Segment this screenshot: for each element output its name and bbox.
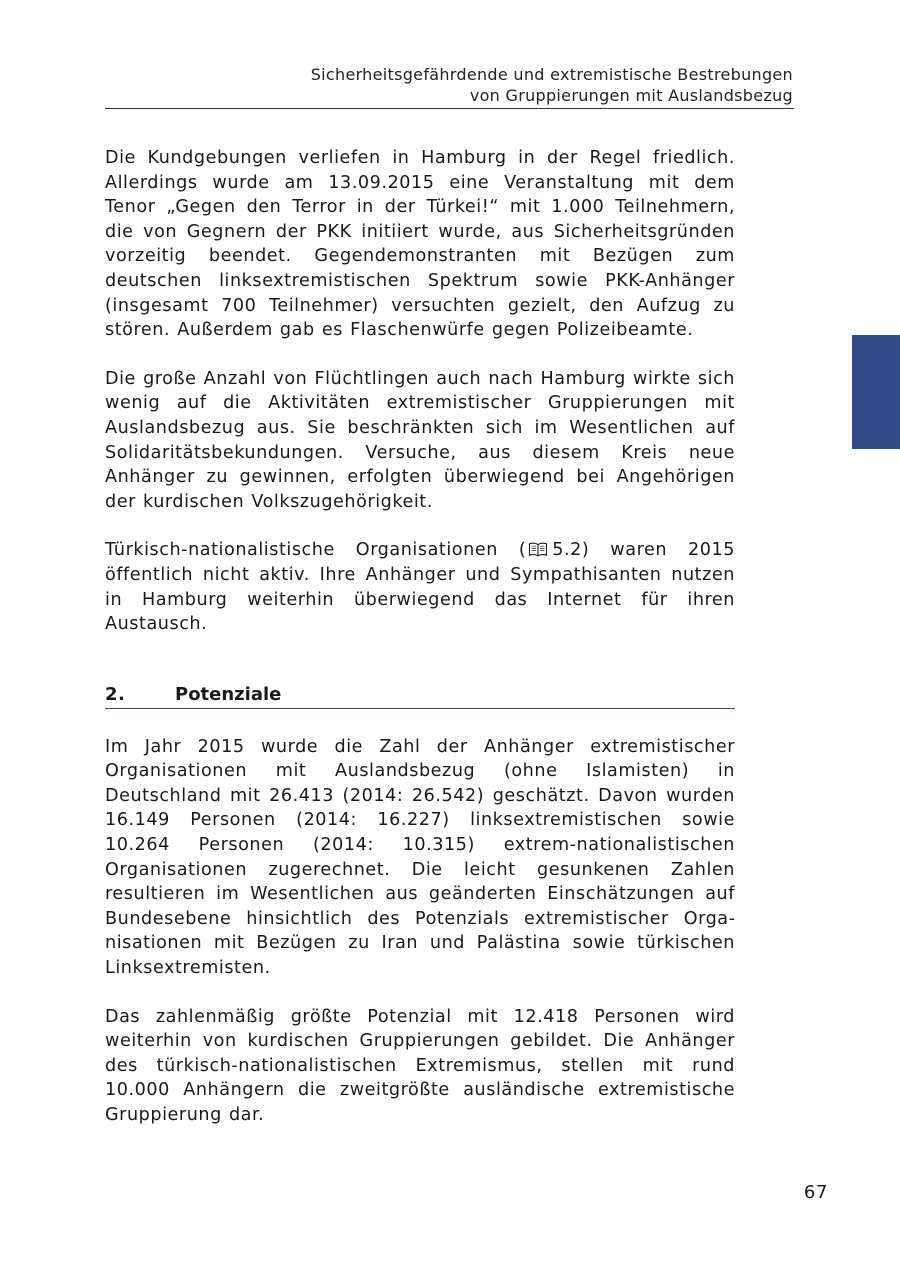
chapter-thumb-tab [852, 335, 900, 449]
running-header [105, 64, 793, 106]
paragraph-kundgebungen: Die Kundgebungen verliefen in Hamburg in der Regel friedlich. Allerdings wurde am 13.09.2015 eine Veranstaltung mit dem Tenor „Gegen den Terror in der Türkei!“ mit 1.000 Teilnehmern, die von Gegnern der PKK initiiert wurde, aus Sicherheitsgründen vorzeitig beendet. Gegendemonstranten mit Bezügen zum deutschen linksextremistischen Spektrum sowie PKK-Anhänger (insgesamt 700 Teilnehmer) versuchten gezielt, den Aufzug zu stören. Außerdem gab es Flaschenwürfe gegen Polizeibeamte. [105, 148, 735, 341]
section-heading [105, 683, 735, 709]
running-header-line-1: Sicherheitsgefährdende und extremistische Bestrebungen [310, 65, 793, 84]
section-number: 2. [105, 683, 126, 705]
page-number: 67 [803, 1182, 828, 1203]
paragraph-groesstes-potenzial: Das zahlenmäßig größte Potenzial mit 12.418 Personen wird weiterhin von kurdischen Gruppierungen gebildet. Die Anhänger des türkisch-nationalistischen Extremismus, stellen mit rund 10.000 Anhängern die zweitgrößte ausländische extremistische Gruppierung dar. [105, 1006, 735, 1125]
paragraph-fluechtlinge: Die große Anzahl von Flüchtlingen auch nach Hamburg wirkte sich wenig auf die Aktivitäten extremistischer Gruppierungen mit Auslandsbezug aus. Sie beschränkten sich im Wesentlichen auf Solidaritätsbekundungen. Versuche, aus diesem Kreis neue Anhänger zu gewinnen, erfolgten überwiegend bei Angehörigen der kurdischen Volkszugehörigkeit. [105, 368, 735, 512]
cross-reference-link[interactable]: 5.2 [552, 540, 582, 561]
paragraph-tuerkisch-nationalistisch [105, 538, 735, 636]
main-content [105, 146, 735, 1152]
book-reference-icon [528, 542, 548, 557]
running-header-line-2: von Gruppierungen mit Auslandsbezug [469, 86, 793, 105]
section-title: Potenziale [175, 683, 282, 705]
paragraph-text-after-ref: ) waren 2015 öffentlich nicht aktiv. Ihre Anhänger und Sympathisanten nutzen in Hamburg weiterhin überwiegend das Internet für ihren Austausch. [105, 540, 735, 635]
header-rule [105, 108, 794, 109]
paragraph-text-before-ref: Türkisch-nationalistische Organisationen ( [105, 540, 527, 561]
paragraph-potenziale-zahlen: Im Jahr 2015 wurde die Zahl der Anhänger extremistischer Organisationen mit Auslandsbezug (ohne Islamisten) in Deutschland mit 26.413 (2014: 26.542) geschätzt. Davon wurden 16.149 Personen (2014: 16.227) linksextremistischen sowie 10.264 Personen (2014: 10.315) extrem-nationalistischen Organisationen zugerechnet. Die leicht gesunkenen Zahlen resultieren im Wesentlichen aus geänderten Einschätzungen auf Bundesebene hinsichtlich des Potenzials extremistischer Organisationen mit Bezügen zu Iran und Palästina sowie türkischen Linksextremisten. [105, 736, 735, 979]
